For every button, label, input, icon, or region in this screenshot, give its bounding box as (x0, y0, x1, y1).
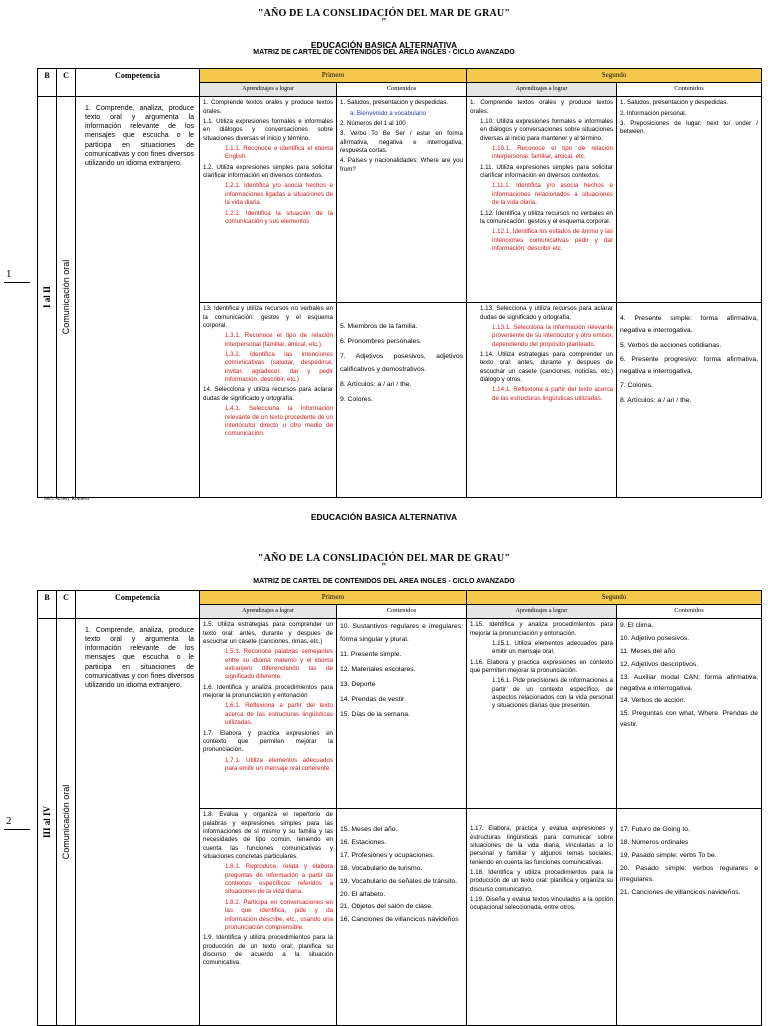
header-aprendizajes-segundo: Aprendizajes a lograr (467, 83, 617, 97)
list-item: 1.10. Utiliza expresiones formales e informales en diálogos y conversaciones sobre situaciones diversas al inicio para mantener y al término. (480, 117, 613, 142)
page1-title: "AÑO DE LA CONSLIDACIÓN DEL MAR DE GRAU" (257, 8, 511, 19)
header-b: B (38, 69, 57, 97)
p2-r2-segundo-contenidos (617, 809, 762, 1026)
list-item: 19. Pasado simple: verbs To be. (620, 851, 717, 859)
level-cell (38, 619, 57, 1026)
list-item: 1.17. Elabora, practica y evalua expresiones y estructuras lingüísticas para comunicar sobre situaciones de la vida diaria, vinculadas a lo personal y familiar y algunos temas sociales, teniendo en cuenta las funciones comunicativas. (470, 825, 613, 866)
header-c: C (57, 591, 76, 619)
page1-matrix-table (37, 68, 762, 498)
list-item: 1. Comprende textos orales y produce textos orales. (203, 99, 333, 115)
list-item: 1.12. Identifica y utiliza recursos no verbales en la comunicación: gestos y el esquema corporal. (480, 209, 613, 225)
list-item: 1.13. Selecciona y utiliza recursos para aclarar dudas de significado y ortografía. (480, 305, 613, 321)
p1-r1-segundo-contenidos (617, 97, 762, 303)
page2-subtitle: EDUCACIÓN BASICA ALTERNATIVA (310, 512, 458, 522)
header-primero: Primero (200, 69, 467, 83)
header-c: C (57, 69, 76, 97)
list-item: 1. Saludos, presentación y despedidas. (340, 99, 449, 107)
header-primero: Primero (200, 591, 467, 605)
list-item: 1.2.2. Identifica la situación de la comunicación y sus elementos (225, 209, 333, 225)
header-competencia: Competencia (76, 591, 200, 619)
list-item: 1.16.1. Pide precisiones de informaciones a partir de un contexto específico, de aspectos relacionados con la vida personal y situaciones diarias que presenten. (492, 677, 613, 710)
list-item: 1.18. Identifica y utiliza procedimientos para la producción de un texto oral: planifica y organiza su discurso comunicativo. (470, 869, 613, 893)
list-item: 1.7. Elabora y practica expresiones en contexto que permiten mejorar la pronunciación. (203, 729, 333, 754)
page2-matrix-title: MATRIZ DE CARTEL DE CONTENIDOS DEL AREA INGLES - CICLO AVANZADO (253, 578, 515, 585)
list-item: 15. Preguntas con what, Where. Prendas de vestir. (620, 710, 758, 729)
header-competencia: Competencia (76, 69, 200, 97)
page1-title-mark: " (381, 17, 387, 28)
list-item: 5. Verbos de acciones cotidianas. (620, 341, 722, 349)
page2-matrix-table (37, 590, 762, 1026)
list-item: 1. Comprende textos orales y produce textos orales. (470, 99, 613, 115)
list-item: 1.2.1. Identifica y/o asocia hechos e informaciones ligadas a situaciones de la vida diaria. (225, 182, 333, 207)
header-b: B (38, 591, 57, 619)
list-item: 20. Pasado simple: verbos regulares e irregulares. (620, 864, 758, 883)
list-item: 1.3.2. Identifica las intenciones comunicativas (saludar, despedirse, invitar, agradecer, dar y pedir información, describir, etc.) (225, 351, 333, 384)
list-item: 1.2. Utiliza expresiones simples para solicitar clarificar información en diversos contextos. (203, 163, 333, 180)
p2-r1-primero-contenidos (337, 619, 467, 809)
list-item: 1.4.1. Selecciona la información relevante de un texto procedente de un interlocutor directo u otro medio de comunicación. (225, 405, 333, 438)
list-item: 12. Adjetivos descriptivos. (620, 660, 699, 668)
list-item: a. Bienvenido a vocabulario (350, 109, 427, 117)
level-label: I al II (41, 286, 52, 309)
list-item: 1.13.1. Selecciona la información relevante proveniente de su interlocutor y otro emisor, dependiendo del propósito planteado. (492, 323, 613, 348)
competencia-text: 1. Comprende, analiza, produce texto oral y argumenta la información relevante de los mensajes que escucha o le participa en situaciones de comunicativas y con fines diversos utilizando un idioma extranjero. (85, 627, 194, 689)
p2-r1-segundo-aprendizajes (467, 619, 617, 809)
header-contenidos-primero: Contenidos (337, 83, 467, 97)
list-item: 1.1. Utiliza expresiones formales e informales en diálogos y conversaciones sobre situaciones diversas el inicio y término. (203, 117, 333, 142)
p1-r2-primero-aprendizajes (200, 303, 337, 498)
list-item: 1.19. Diseña y evalua textos vinculados a la opción ocupacional seleccionada, entre otros. (470, 896, 613, 912)
list-item: 21. Canciones de villancicos navideños. (620, 888, 741, 896)
level-label: III al IV (41, 806, 52, 839)
area-label: Comunicación oral (60, 784, 71, 860)
list-item: 16. Canciones de villancicos navideños (340, 916, 459, 924)
list-item: 1.14. Utiliza estrategias para comprender un texto oral: antes, durante y despues de escuchar un casete (canciones, noticias, etc.) diálogo y otros. (480, 351, 613, 384)
list-item: 4. Presente simple: forma afirmativa, negativa e interrogativa. (620, 315, 758, 335)
list-item: 1.15.1. Utiliza elementos adecuados para emitir un mensaje oral. (492, 639, 613, 656)
list-item: 20. El alfabeto. (340, 890, 386, 898)
list-item: 1.14.1. Reflexiona a partir del texto acerca de las estructuras lingüísticas utilizadas. (492, 386, 613, 402)
area-label: Comunicación oral (60, 259, 71, 335)
list-item: 2. Números del 1 al 100 (340, 119, 406, 127)
list-item: 7. Colores. (620, 382, 653, 390)
list-item: 13. Deporte (340, 680, 376, 688)
list-item: 1.8. Evalua y organiza el repertorio de palabras y expresiones simples para las informaciones de sí mismo y su familia y las necesidades de tipo común, teniendo en cuenta las funciones comunicativas y situaciones concretas particulares. (203, 811, 333, 860)
list-item: 18. Vocabulario de turismo. (340, 864, 423, 872)
p2-r2-primero-aprendizajes (200, 809, 337, 1026)
list-item: 4. Países y nacionalidades: Where are you from? (340, 157, 463, 173)
list-item: 1.6.1. Reflexiona a partir del texto acerca de las estructuras lingüísticas utilizadas. (225, 702, 333, 727)
list-item: 12. Materiales escolares. (340, 665, 416, 673)
list-item: 18. Números ordinales (620, 839, 689, 847)
list-item: 10. Adjetivo posesivos. (620, 635, 690, 643)
list-item: 1.15. Identifica y analiza procedimientos para mejorar la pronunciación y entonación. (470, 621, 613, 637)
header-aprendizajes-primero: Aprendizajes a lograr (200, 83, 337, 97)
list-item: 1.7.1. Utiliza elementos adecuados para emitir un mensaje oral coherente. (225, 756, 333, 772)
p1-r1-segundo-aprendizajes (467, 97, 617, 303)
list-item: 1.9. Identifica y utiliza procedimientos para la producción de un texto oral: planifica su discurso de acuerdo a la situación comunicativa. (203, 934, 333, 967)
p2-r2-segundo-aprendizajes (467, 809, 617, 1026)
list-item: 1.6. Identifica y analiza procedimientos para mejorar la pronunciación y entonación (203, 683, 333, 700)
header-segundo: Segundo (467, 591, 762, 605)
p2-r1-primero-aprendizajes (200, 619, 337, 809)
p1-r1-primero-aprendizajes (200, 97, 337, 303)
list-item: 3. Preposiciones de lugar: next to/ under / between. (620, 119, 758, 136)
list-item: 1.11. Utiliza expresiones simples para solicitar clarificar información en diversos contextos. (480, 163, 613, 180)
list-item: 1.5.1. Reconoce palabras semejantes entre su idioma materno y el idioma extranjero diferenciando las de significado diferente. (225, 648, 333, 681)
list-item: 5. Miembros de la familia. (340, 323, 418, 331)
list-item: 14. Prendas de vestir (340, 695, 405, 703)
list-item: 8. Artículos: a / an / the. (620, 396, 692, 404)
page2-number: 2 (6, 815, 12, 827)
list-item: 17. Profesiones y ocupaciones. (340, 851, 435, 859)
list-item: 1.8.2. Participa en conversaciones en las que identifica, pide y da información describe, etc., usando una pronunciación comprensible. (225, 898, 333, 931)
list-item: 17. Futuro de Going to. (620, 826, 690, 834)
list-item: 16. Estaciones. (340, 839, 387, 847)
header-aprendizajes-segundo: Aprendizajes a lograr (467, 605, 617, 619)
page2-title-mark: " (381, 562, 387, 573)
competencia-text: 1. Comprende, analiza, produce texto oral y argumenta la información relevante de los mensajes que escucha o le participa en situaciones de comunicativas y con fines diversos utilizando un idioma extranjero. (85, 105, 194, 167)
p1-r1-primero-contenidos (337, 97, 467, 303)
list-item: 15. Días de la semana. (340, 710, 410, 718)
list-item: 1.10.1. Reconoce el tipo de relación interpersonal: familiar, amical, etc. (492, 145, 613, 161)
header-contenidos-segundo: Contenidos (617, 83, 762, 97)
area-cell (57, 97, 76, 498)
page1-subtitle: EDUCACIÓN BASICA ALTERNATIVA (310, 40, 458, 50)
list-item: 2. Información personal. (620, 109, 687, 117)
list-item: 13. Auxiliar modal CAN; forma afirmativa, negativa e interrogativa. (620, 673, 758, 692)
list-item: 1. Saludos, presentación y despedidas. (620, 99, 729, 107)
header-segundo: Segundo (467, 69, 762, 83)
page1-number: 1 (6, 268, 12, 280)
p1-r2-segundo-aprendizajes (467, 303, 617, 498)
list-item: 1.3.1. Reconoce el tipo de relación interpersonal (familiar, amical, etc.). (225, 332, 333, 348)
list-item: 1.12.1. Identifica los estados de ánimo y las intenciones comunicativas pedir y dar información: describir etc. (492, 228, 613, 252)
list-item: 11. Presente simple. (340, 651, 402, 659)
list-item: 9. Colores. (340, 395, 373, 403)
list-item: 6. Presente progresivo: forma afirmativa, negativa e interrogativa. (620, 355, 758, 376)
competencia-cell (76, 97, 200, 498)
list-item: 10. Sustantivos regulares e irregulares: forma singular y plural. (340, 623, 463, 644)
p2-r2-primero-contenidos (337, 809, 467, 1026)
list-item: 1.8.1. Reproduce, relata y elabora preguntas de información a partir de contextos específicos referidos a situaciones de la vida diaria. (225, 863, 333, 896)
header-contenidos-primero: Contenidos (337, 605, 467, 619)
list-item: 1.1.1. Reconoce e identifica el idioma English. (225, 145, 333, 161)
page2-title: "AÑO DE LA CONSLIDACIÓN DEL MAR DE GRAU" (257, 553, 511, 564)
page1-matrix-title: MATRIZ DE CARTEL DE CONTENIDOS DEL AREA INGLES - CICLO AVANZADO (253, 49, 515, 56)
list-item: 6. Pronombres personales. (340, 338, 422, 346)
author: MG. Arlesy Romero (44, 496, 90, 502)
list-item: 21. Objetos del salón de clase. (340, 903, 433, 911)
p1-r2-primero-contenidos (337, 303, 467, 498)
list-item: 15. Meses del año. (340, 826, 398, 834)
list-item: 1.11.1. Identifica y/o asocia hechos e informaciones relacionados a situaciones de la vida diaria. (492, 182, 613, 207)
p1-r2-segundo-contenidos (617, 303, 762, 498)
list-item: 9. El clima. (620, 622, 654, 630)
list-item: 13. Identifica y utiliza recursos no verbales en la comunicación: gestos y el esquema corporal. (203, 305, 333, 329)
list-item: 19. Vocabulario de señales de tránsito. (340, 877, 458, 885)
list-item: 14. Verbos de acción. (620, 697, 686, 705)
list-item: 1.5. Utiliza estrategias para comprender un texto oral: antes, durante y despues de escuchar un casete (canciones, rimas, etc.) (203, 621, 333, 645)
list-item: 14. Selecciona y utiliza recursos para aclarar dudas de significado y ortografía. (203, 386, 333, 402)
list-item: 3. Verbo To Be Ser / estar en forma afirmativa, negativa e interrogativa; respuesta cortas. (340, 130, 463, 154)
list-item: 8. Artículos: a / an / the. (340, 380, 412, 388)
header-aprendizajes-primero: Aprendizajes a lograr (200, 605, 337, 619)
header-contenidos-segundo: Contenidos (617, 605, 762, 619)
list-item: 11. Meses del año (620, 647, 676, 655)
level-cell (38, 97, 57, 498)
p2-r1-segundo-contenidos (617, 619, 762, 809)
area-cell (57, 619, 76, 1026)
competencia-cell (76, 619, 200, 1026)
list-item: 1.16. Elabora y practica expresiones en contexto que permiten mejorar la pronunciación. (470, 658, 613, 674)
list-item: 7. Adjetivos posesivos, adjetivos calificativos y demostrativos. (340, 353, 463, 373)
